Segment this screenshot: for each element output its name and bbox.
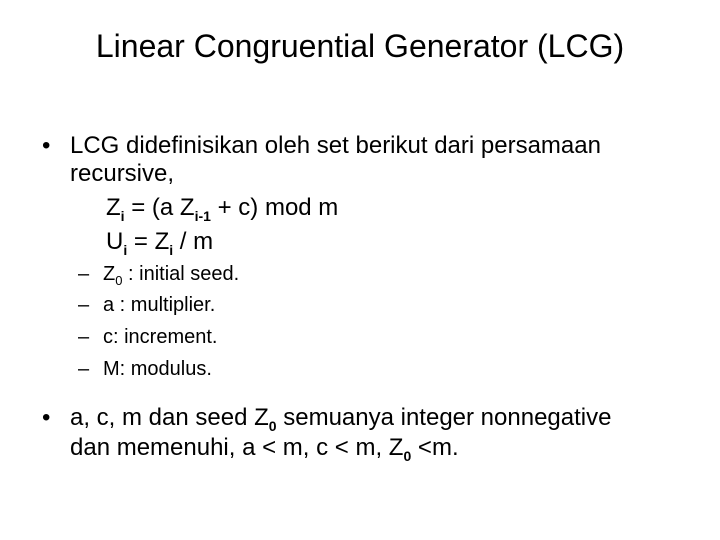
bullet-2-line-2	[70, 434, 459, 464]
eq2-mid-sub: i	[169, 242, 174, 258]
bullet-2-line-1	[70, 404, 611, 434]
eq1-mid: = (a Z	[124, 194, 195, 221]
eq2-lhs-sub: i	[123, 242, 128, 258]
bullet-2	[42, 404, 702, 432]
sub-item-multiplier-text: a : multiplier.	[103, 294, 216, 316]
eq2-lhs-var: U	[106, 228, 124, 255]
b2-l2-sub: 0	[403, 448, 412, 464]
sub-item-increment	[78, 325, 378, 349]
eq1-rest: + c) mod m	[210, 194, 339, 221]
eq2-mid: = Z	[127, 228, 170, 255]
bullet-dot: •	[42, 404, 51, 431]
b2-l2-post: <m.	[411, 434, 459, 461]
seed-desc: : initial seed.	[122, 263, 240, 285]
seed-var: Z	[103, 263, 116, 285]
sub-item-multiplier	[78, 293, 378, 317]
eq2-rest: / m	[173, 228, 214, 255]
bullet-1	[42, 132, 682, 160]
b2-l1-sub: 0	[268, 418, 277, 434]
dash-mark: –	[78, 326, 90, 348]
b2-l2-pre: dan memenuhi, a < m, c < m, Z	[70, 434, 404, 461]
equation-1	[106, 194, 338, 224]
eq1-mid-sub: i-1	[194, 208, 211, 224]
dash-mark: –	[78, 294, 90, 316]
eq1-lhs-sub: i	[120, 208, 125, 224]
sub-item-modulus	[78, 357, 378, 381]
bullet-1-line-2: recursive,	[70, 160, 175, 187]
dash-mark: –	[78, 358, 90, 380]
eq1-lhs-var: Z	[106, 194, 121, 221]
bullet-1-line-1: LCG didefinisikan oleh set berikut dari persamaan	[70, 132, 601, 159]
slide-title: Linear Congruential Generator (LCG)	[95, 28, 625, 64]
seed-sub: 0	[115, 273, 123, 288]
bullet-dot: •	[42, 132, 51, 159]
sub-item-seed	[78, 262, 378, 286]
equation-2	[106, 228, 213, 258]
sub-item-increment-text: c: increment.	[103, 326, 218, 348]
b2-l1-pre: a, c, m dan seed Z	[70, 404, 269, 431]
dash-mark: –	[78, 263, 90, 285]
sub-item-seed-text	[103, 262, 239, 288]
sub-item-modulus-text: M: modulus.	[103, 358, 212, 380]
b2-l1-post: semuanya integer nonnegative	[276, 404, 612, 431]
